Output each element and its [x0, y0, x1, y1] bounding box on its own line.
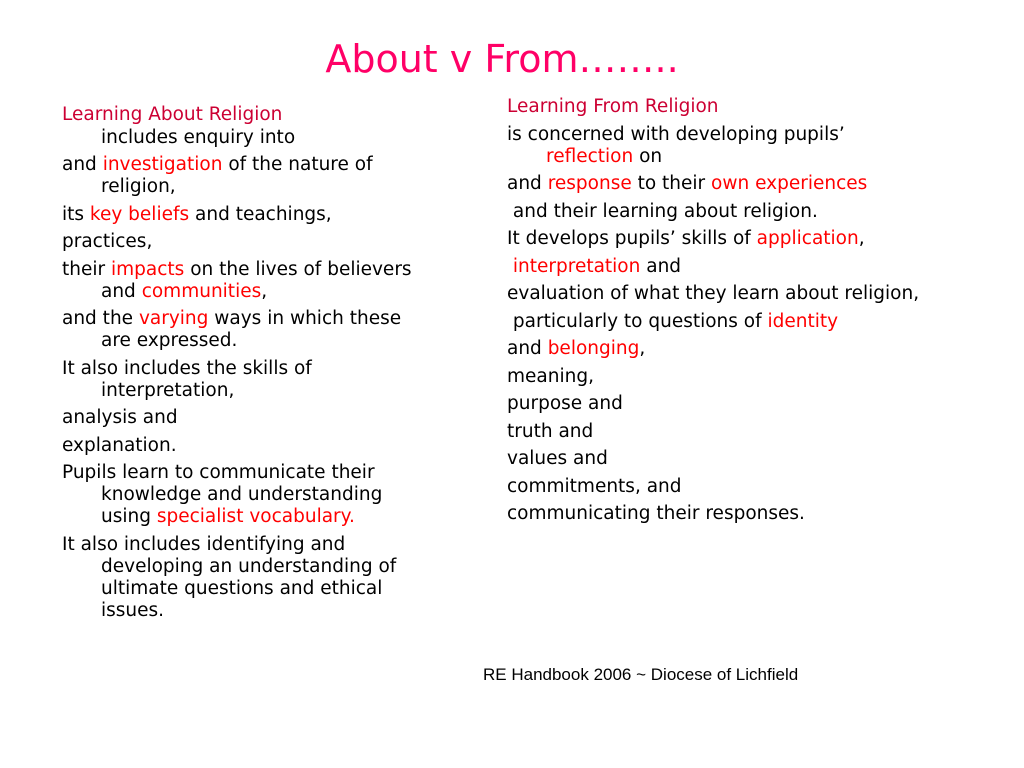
paragraph: purpose and	[507, 393, 623, 414]
paragraph: It also includes the skills of interpretation,	[62, 357, 312, 401]
highlight-response: response	[547, 173, 632, 194]
learning-about-column	[62, 104, 422, 627]
paragraph: and the varying ways in which these are expressed.	[62, 308, 402, 351]
paragraph: communicating their responses.	[507, 503, 805, 524]
highlight-specialist-vocabulary: specialist vocabulary.	[156, 506, 355, 527]
highlight-interpretation: interpretation	[512, 255, 641, 277]
paragraph: particularly to questions of identity	[507, 310, 839, 332]
highlight-own-experiences: own experiences	[711, 173, 868, 194]
highlight-belonging: belonging	[547, 338, 640, 359]
paragraph: evaluation of what they learn about religion,	[507, 283, 920, 304]
paragraph: is concerned with developing pupils’ reflection on	[507, 123, 845, 167]
paragraph: and their learning about religion.	[507, 200, 818, 222]
paragraph: explanation.	[62, 434, 177, 456]
paragraph: It develops pupils’ skills of application,	[507, 228, 865, 249]
highlight-application: application	[756, 228, 859, 249]
highlight-identity: identity	[767, 310, 839, 332]
slide-title: About v From……..	[325, 37, 679, 81]
highlight-reflection: reflection	[546, 145, 634, 167]
footer-citation: RE Handbook 2006 ~ Diocese of Lichfield	[483, 665, 799, 684]
paragraph: truth and	[507, 420, 594, 442]
paragraph: It also includes identifying and developing an understanding of ultimate questions and ethical issues.	[62, 533, 397, 621]
paragraph: and investigation of the nature of religion,	[62, 154, 373, 197]
highlight-communities: communities	[141, 280, 262, 302]
paragraph: Pupils learn to communicate their knowledge and understanding using specialist vocabulary.	[62, 462, 383, 527]
learning-from-heading: Learning From Religion	[507, 96, 719, 117]
paragraph: their impacts on the lives of believers and communities,	[62, 258, 412, 302]
paragraph: its key beliefs and teachings,	[62, 203, 332, 225]
highlight-varying: varying	[138, 308, 209, 329]
paragraph: analysis and	[62, 407, 178, 428]
learning-from-column	[507, 96, 937, 531]
paragraph: values and	[507, 448, 608, 469]
paragraph: practices,	[62, 231, 153, 252]
paragraph: interpretation and	[512, 255, 682, 277]
paragraph: includes enquiry into	[101, 126, 296, 148]
paragraph: commitments, and	[507, 475, 682, 497]
highlight-investigation: investigation	[102, 154, 223, 175]
highlight-key-beliefs: key beliefs	[89, 203, 190, 225]
highlight-impacts: impacts	[111, 258, 185, 280]
paragraph: meaning,	[507, 365, 594, 387]
learning-about-heading: Learning About Religion	[62, 104, 283, 125]
paragraph: and response to their own experiences	[507, 173, 868, 194]
paragraph: and belonging,	[507, 338, 646, 359]
